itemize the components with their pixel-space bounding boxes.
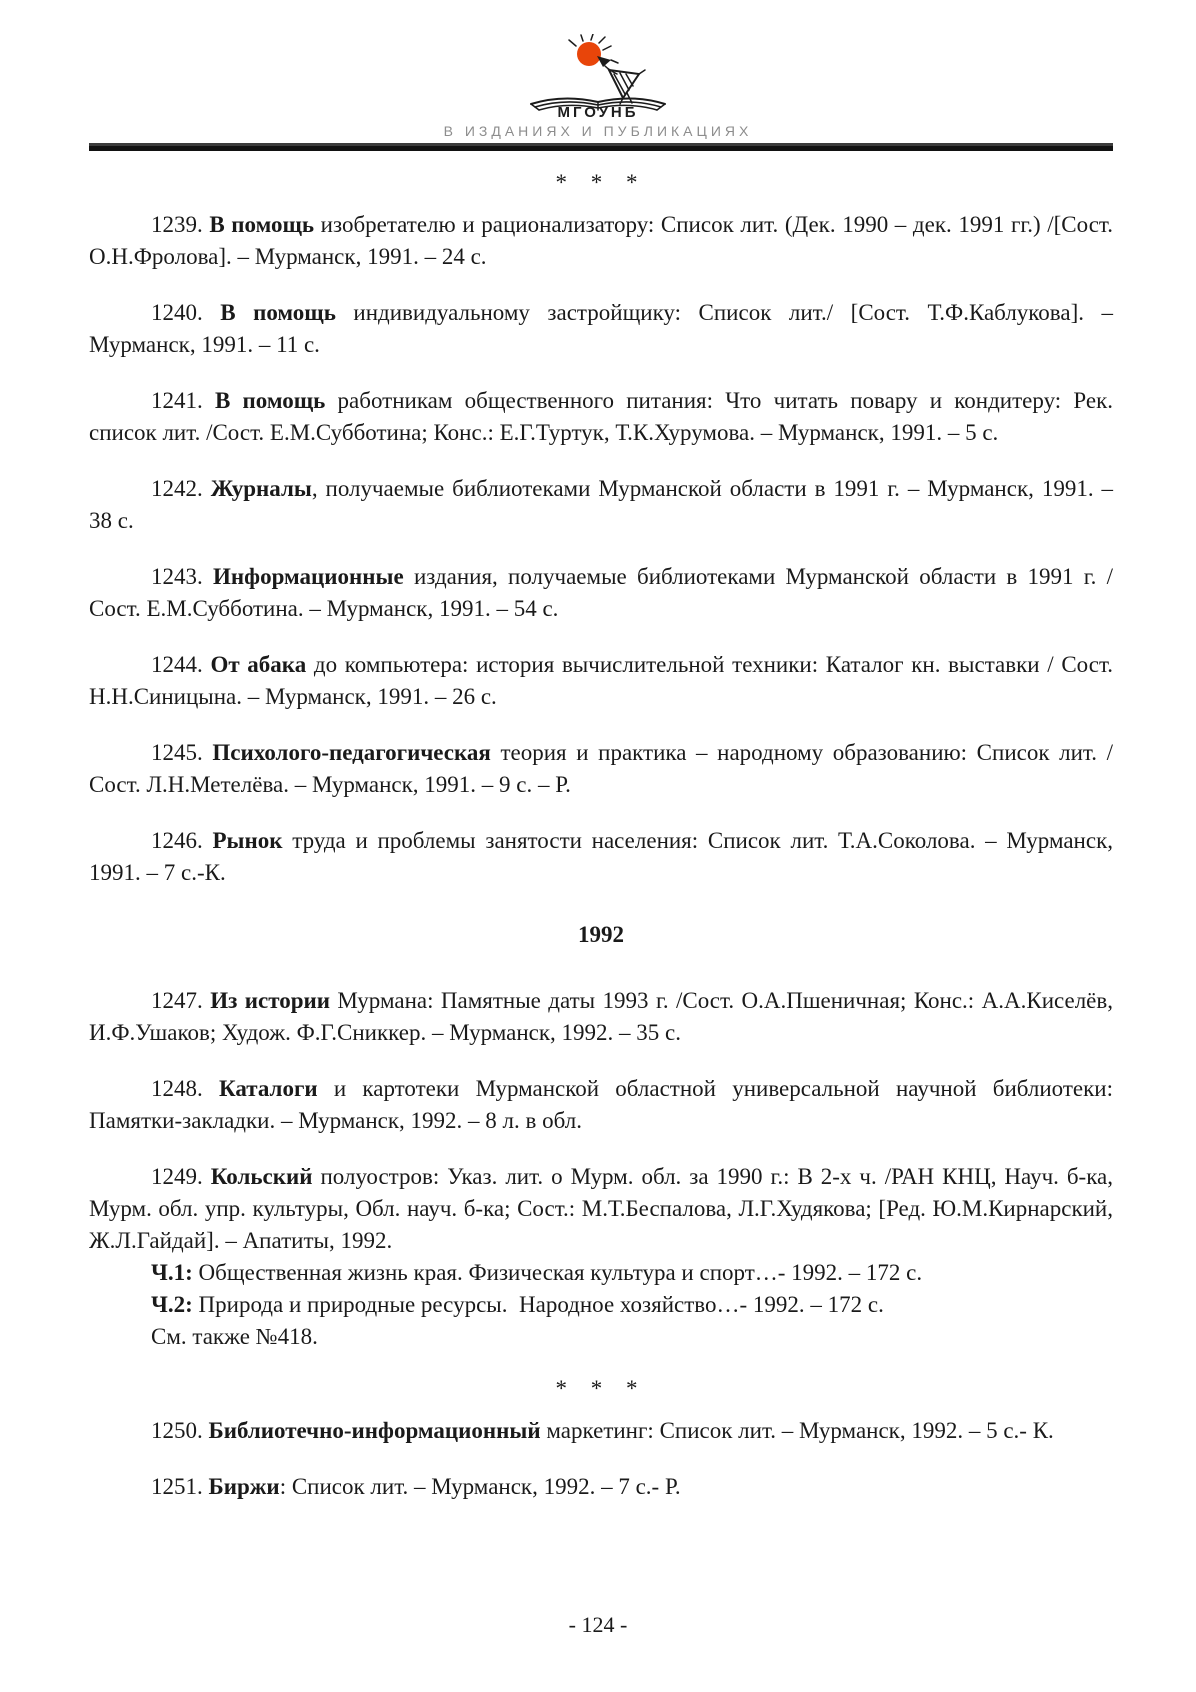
entry-number: 1241. [151,388,215,413]
bib-entry-1239 [89,209,1113,273]
bib-entry-1249-see-also [89,1321,1113,1353]
entry-text: полуостров: Указ. лит. о Мурм. обл. за 1990 г.: В 2-х ч. /РАН КНЦ, Науч. б-ка, Мурм. обл. упр. культуры, Обл. науч. б-ка; Сост.: М.Т.Беспалова, Л.Г.Худякова; [Ред. Ю.М.Кирнарский, Ж.Л.Гайдай]. – Апатиты, 1992. [89,1164,1114,1253]
bib-entry-1243 [89,561,1113,625]
entry-number: 1248. [151,1076,219,1101]
entry-title: Кольский [210,1164,313,1189]
stars-separator-top: * * * [555,170,647,195]
entry-title: Журналы [210,476,312,501]
entry-text: изобретателю и рационализатору: Список лит. (Дек. 1990 – дек. 1991 гг.) /[Сост. О.Н.Фролова]. – Мурманск, 1991. – 24 с. [89,212,1113,269]
entry-number: 1247. [151,988,211,1013]
logo-label: МГОУНБ [557,104,639,121]
entry-number: 1242. [151,476,211,501]
page-header [0,0,1196,151]
entry-text: , получаемые библиотеками Мурманской области в 1991 г. – Мурманск, 1991. – 38 с. [89,476,1114,533]
entry-text: индивидуальному застройщику: Список лит./ [Сост. Т.Ф.Каблукова]. – Мурманск, 1991. – 11 с. [89,300,1113,357]
part-text: См. также №418. [151,1324,318,1349]
bib-entry-1241 [89,385,1113,449]
bib-entry-1250 [89,1415,1113,1447]
entry-number: 1251. [151,1474,209,1499]
bibliography-content [0,169,1196,1503]
bib-entry-1246 [89,825,1113,889]
part-text: Общественная жизнь края. Физическая культура и спорт…- 1992. – 172 с. [192,1260,923,1285]
entry-title: Биржи [208,1474,280,1499]
entry-number: 1240. [151,300,221,325]
bib-entry-1249-part1 [89,1257,1113,1289]
entry-title: Рынок [212,828,283,853]
entry-title: Информационные [213,564,404,589]
part-label: Ч.1: [151,1260,193,1285]
reindeer-book-logo-icon [513,34,683,114]
stars-separator-mid: * * * [555,1376,647,1401]
entry-number: 1250. [151,1418,209,1443]
entry-number: 1245. [151,740,213,765]
entry-text: маркетинг: Список лит. – Мурманск, 1992. – 5 с.- К. [540,1418,1054,1443]
header-rule [89,143,1113,151]
part-label: Ч.2: [151,1292,193,1317]
sun-icon [577,42,601,66]
entry-text: труда и проблемы занятости населения: Список лит. Т.А.Соколова. – Мурманск, 1991. – 7 с.-К. [89,828,1113,885]
entry-text: издания, получаемые библиотеками Мурманской области в 1991 г. /Сост. Е.М.Субботина. – Мурманск, 1991. – 54 с. [89,564,1114,621]
entry-number: 1246. [151,828,213,853]
bib-entry-1247 [89,985,1113,1049]
page-number: - 124 - [568,1612,628,1637]
entry-text: и картотеки Мурманской областной универсальной научной библиотеки: Памятки-закладки. – Мурманск, 1992. – 8 л. в обл. [89,1076,1113,1133]
entry-title: От абака [210,652,307,677]
header-tagline: В ИЗДАНИЯХ И ПУБЛИКАЦИЯХ [443,123,753,139]
entry-number: 1243. [151,564,214,589]
entry-text: работникам общественного питания: Что читать повару и кондитеру: Рек. список лит. /Сост. Е.М.Субботина; Конс.: Е.Г.Туртук, Т.К.Хурумова. – Мурманск, 1991. – 5 с. [89,388,1114,445]
bib-entry-1245 [89,737,1113,801]
entry-number: 1249. [151,1164,211,1189]
entry-number: 1244. [151,652,211,677]
bib-entry-1242 [89,473,1113,537]
entry-title: Библиотечно-информационный [208,1418,541,1443]
entry-text: Мурмана: Памятные даты 1993 г. /Сост. О.А.Пшеничная; Конс.: А.А.Киселёв, И.Ф.Ушаков; Худож. Ф.Г.Сниккер. – Мурманск, 1992. – 35 с. [89,988,1113,1045]
bib-entry-1248 [89,1073,1113,1137]
entry-text: до компьютера: история вычислительной техники: Каталог кн. выставки / Сост. Н.Н.Синицына. – Мурманск, 1991. – 26 с. [89,652,1114,709]
deer-head-icon [597,56,611,67]
entry-title: Психолого-педагогическая [212,740,491,765]
year-section-heading: 1992 [578,922,624,947]
bib-entry-1249-part2 [89,1289,1113,1321]
page-footer [0,1612,1196,1638]
entry-title: В помощь [214,388,326,413]
entry-title: В помощь [209,212,315,237]
library-logo [0,34,1196,106]
entry-title: Из истории [210,988,330,1013]
entry-title: В помощь [220,300,336,325]
bib-entry-1244 [89,649,1113,713]
entry-text: : Список лит. – Мурманск, 1992. – 7 с.- Р. [279,1474,681,1499]
part-text: Природа и природные ресурсы. Народное хозяйство…- 1992. – 172 с. [192,1292,884,1317]
bib-entry-1240 [89,297,1113,361]
entry-number: 1239. [151,212,210,237]
entry-text: теория и практика – народному образованию: Список лит. /Сост. Л.Н.Метелёва. – Мурманск, 1991. – 9 с. – Р. [89,740,1113,797]
entry-title: Каталоги [218,1076,318,1101]
bib-entry-1249 [89,1161,1113,1257]
bib-entry-1251 [89,1471,1113,1503]
